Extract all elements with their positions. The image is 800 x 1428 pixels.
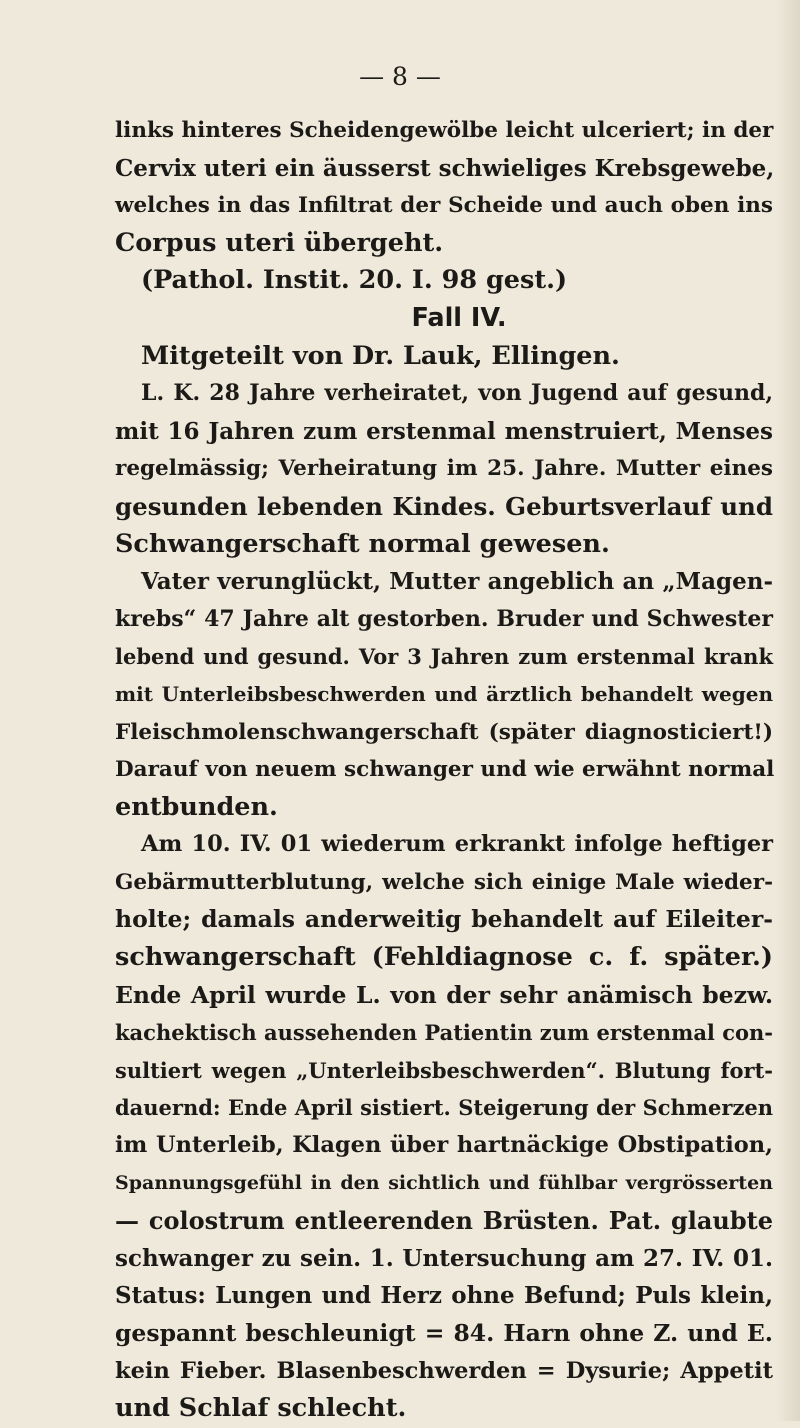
text-line: Vater verunglückt, Mutter angeblich an „Magen- <box>141 568 773 596</box>
text-line: lebend und gesund. Vor 3 Jahren zum erstenmal krank <box>115 644 773 670</box>
text-line: im Unterleib, Klagen über hartnäckige Obstipation, <box>115 1132 773 1159</box>
text-line: Spannungsgefühl in den sichtlich und fühlbar vergrösserten <box>115 1171 773 1194</box>
section-heading: Fall IV. <box>411 302 507 333</box>
text-line: holte; damals anderweitig behandelt auf Eileiter- <box>115 905 773 934</box>
text-line: gespannt beschleunigt = 84. Harn ohne Z. und E. <box>115 1319 773 1347</box>
text-line: mit 16 Jahren zum erstenmal menstruiert, Menses <box>115 417 773 445</box>
body-text <box>115 112 773 1428</box>
text-line: Ende April wurde L. von der sehr anämisch bezw. <box>115 980 773 1009</box>
text-line: Status: Lungen und Herz ohne Befund; Puls klein, <box>115 1282 773 1310</box>
text-line: welches in das Infiltrat der Scheide und auch oben ins <box>115 193 773 219</box>
text-line: krebs“ 47 Jahre alt gestorben. Bruder und Schwester <box>115 605 773 632</box>
text-line: (Pathol. Instit. 20. I. 98 gest.) <box>141 265 568 296</box>
page-number: — 8 — <box>359 62 441 91</box>
text-line: entbunden. <box>115 791 278 822</box>
text-line: Darauf von neuem schwanger und wie erwähnt normal <box>115 757 775 783</box>
text-line: Schwangerschaft normal gewesen. <box>115 528 610 559</box>
text-line: und Schlaf schlecht. <box>115 1393 407 1424</box>
text-line: Cervix uteri ein äusserst schwieliges Krebsgewebe, <box>115 154 775 182</box>
text-line: schwangerschaft (Fehldiagnose c. f. später.) <box>115 942 773 973</box>
text-line: sultiert wegen „Unterleibsbeschwerden“. Blutung fort- <box>115 1057 773 1083</box>
text-line: links hinteres Scheidengewölbe leicht ulceriert; in der <box>115 118 774 143</box>
page-shadow <box>776 0 800 1421</box>
text-line: — colostrum entleerenden Brüsten. Pat. glaubte <box>115 1206 773 1236</box>
text-line: Fleischmolenschwangerschaft (später diagnosticiert!) <box>115 719 773 745</box>
text-line: Corpus uteri übergeht. <box>115 227 444 258</box>
text-line: kein Fieber. Blasenbeschwerden = Dysurie; Appetit <box>115 1357 773 1384</box>
text-line: regelmässig; Verheiratung im 25. Jahre. Mutter eines <box>115 456 773 482</box>
text-line: dauernd: Ende April sistiert. Steigerung der Schmerzen <box>115 1095 773 1121</box>
text-line: L. K. 28 Jahre verheiratet, von Jugend auf gesund, <box>141 380 773 407</box>
text-line: Mitgeteilt von Dr. Lauk, Ellingen. <box>141 340 620 371</box>
text-line: kachektisch aussehenden Patientin zum erstenmal con- <box>115 1020 773 1046</box>
text-line: Am 10. IV. 01 wiederum erkrankt infolge heftiger <box>141 831 773 858</box>
text-line: gesunden lebenden Kindes. Geburtsverlauf und <box>115 491 773 521</box>
text-line: Gebärmutterblutung, welche sich einige Male wieder- <box>115 869 773 895</box>
text-line: schwanger zu sein. 1. Untersuchung am 27. IV. 01. <box>115 1244 773 1272</box>
text-line: mit Unterleibsbeschwerden und ärztlich behandelt wegen <box>115 681 773 706</box>
